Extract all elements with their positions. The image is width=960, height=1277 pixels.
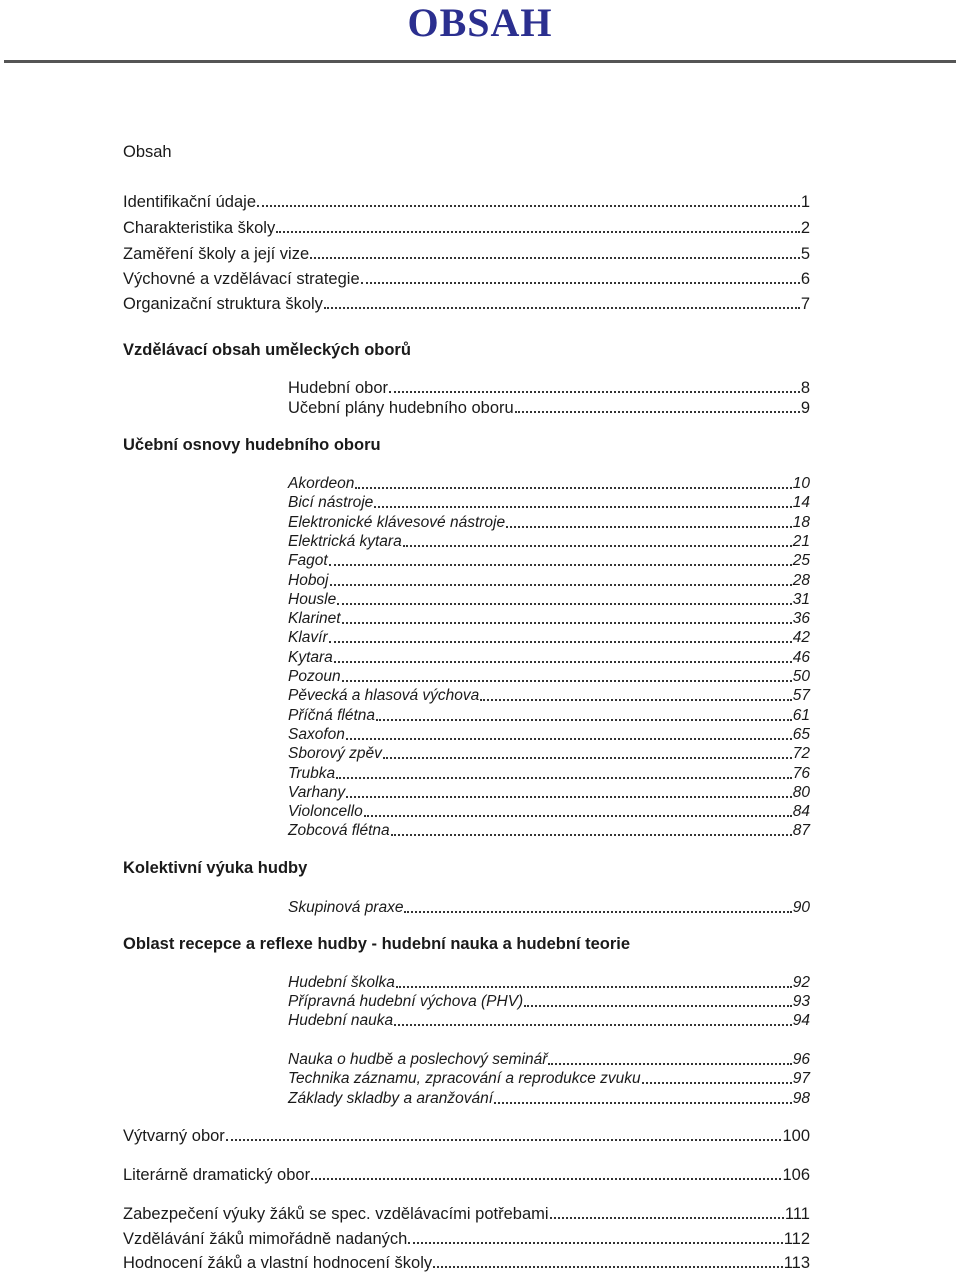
toc-entry-hudebni-skolka[interactable]: Hudební školka 92 [288,974,810,991]
toc-entry-phv[interactable]: Přípravná hudební výchova (PHV) 93 [288,993,810,1010]
toc-entry-instrument[interactable]: Elektrická kytara 21 [288,532,810,550]
toc-entry-vytvarny-obor[interactable]: Výtvarný obor 100 [123,1127,810,1145]
toc-entry-struktura[interactable]: Organizační struktura školy 7 [123,295,810,313]
toc-entry-skupinova-praxe[interactable]: Skupinová praxe 90 [288,899,810,916]
toc-entry-zabezpeceni-vyuky[interactable]: Zabezpečení výuky žáků se spec. vzdělávacími potřebami 111 [123,1205,810,1223]
toc-entry-instrument[interactable]: Kytara 46 [288,648,810,666]
toc-entry-instrument[interactable]: Klavír 42 [288,629,810,647]
toc-entry-instrument[interactable]: Fagot 25 [288,552,810,570]
toc-entry-instrument[interactable]: Akordeon 10 [288,475,810,492]
toc-entry-instrument[interactable]: Zobcová flétna 87 [288,822,810,840]
toc-entry-literarne-dramaticky[interactable]: Literárně dramatický obor 106 [123,1166,810,1184]
toc-entry-mimoradne-nadani[interactable]: Vzdělávání žáků mimořádně nadaných 112 [123,1230,810,1248]
toc-entry-zamereni[interactable]: Zaměření školy a její vize 5 [123,245,810,263]
toc-entry-instrument[interactable]: Violoncello 84 [288,803,810,821]
toc-entry-instrument[interactable]: Pozoun 50 [288,668,810,685]
section-heading-ucebni-osnovy: Učební osnovy hudebního oboru [123,436,381,454]
title-divider [4,60,956,63]
toc-entry-technika-zaznamu[interactable]: Technika záznamu, zpracování a reprodukce zvuku 97 [288,1070,810,1087]
toc-entry-ucebni-plany[interactable]: Učební plány hudebního oboru 9 [288,399,810,417]
toc-entry-hodnoceni[interactable]: Hodnocení žáků a vlastní hodnocení školy 113 [123,1254,810,1272]
toc-entry-instrument[interactable]: Klarinet 36 [288,610,810,628]
toc-entry-identifikacni-udaje[interactable]: Identifikační údaje 1 [123,193,810,211]
toc-entry-instrument[interactable]: Housle 31 [288,590,810,608]
toc-entry-instrument[interactable]: Pěvecká a hlasová výchova 57 [288,687,810,705]
section-heading-oblast: Oblast recepce a reflexe hudby - hudební nauka a hudební teorie [123,935,631,953]
toc-entry-hudebni-obor[interactable]: Hudební obor 8 [288,379,810,397]
section-heading-kolektivni: Kolektivní výuka hudby [123,859,308,877]
page-title: OBSAH [407,0,553,45]
toc-entry-instrument[interactable]: Bicí nástroje 14 [288,494,810,512]
toc-entry-instrument[interactable]: Saxofon 65 [288,725,810,743]
contents-label: Obsah [123,143,172,161]
toc-entry-instrument[interactable]: Sborový zpěv 72 [288,745,810,763]
toc-entry-charakteristika[interactable]: Charakteristika školy 2 [123,219,810,237]
toc-entry-instrument[interactable]: Varhany 80 [288,783,810,801]
toc-entry-instrument[interactable]: Příčná flétna 61 [288,706,810,724]
toc-entry-hudebni-nauka[interactable]: Hudební nauka 94 [288,1012,810,1029]
toc-entry-zaklady-skladby[interactable]: Základy skladby a aranžování 98 [288,1090,810,1107]
section-heading-vzdelavaci-obsah: Vzdělávací obsah uměleckých oborů [123,341,411,359]
toc-entry-instrument[interactable]: Trubka 76 [288,764,810,782]
toc-entry-instrument[interactable]: Elektronické klávesové nástroje 18 [288,513,810,531]
toc-entry-instrument[interactable]: Hoboj 28 [288,571,810,589]
toc-entry-strategie[interactable]: Výchovné a vzdělávací strategie 6 [123,270,810,288]
toc-entry-nauka-o-hudbe[interactable]: Nauka o hudbě a poslechový seminář 96 [288,1051,810,1068]
